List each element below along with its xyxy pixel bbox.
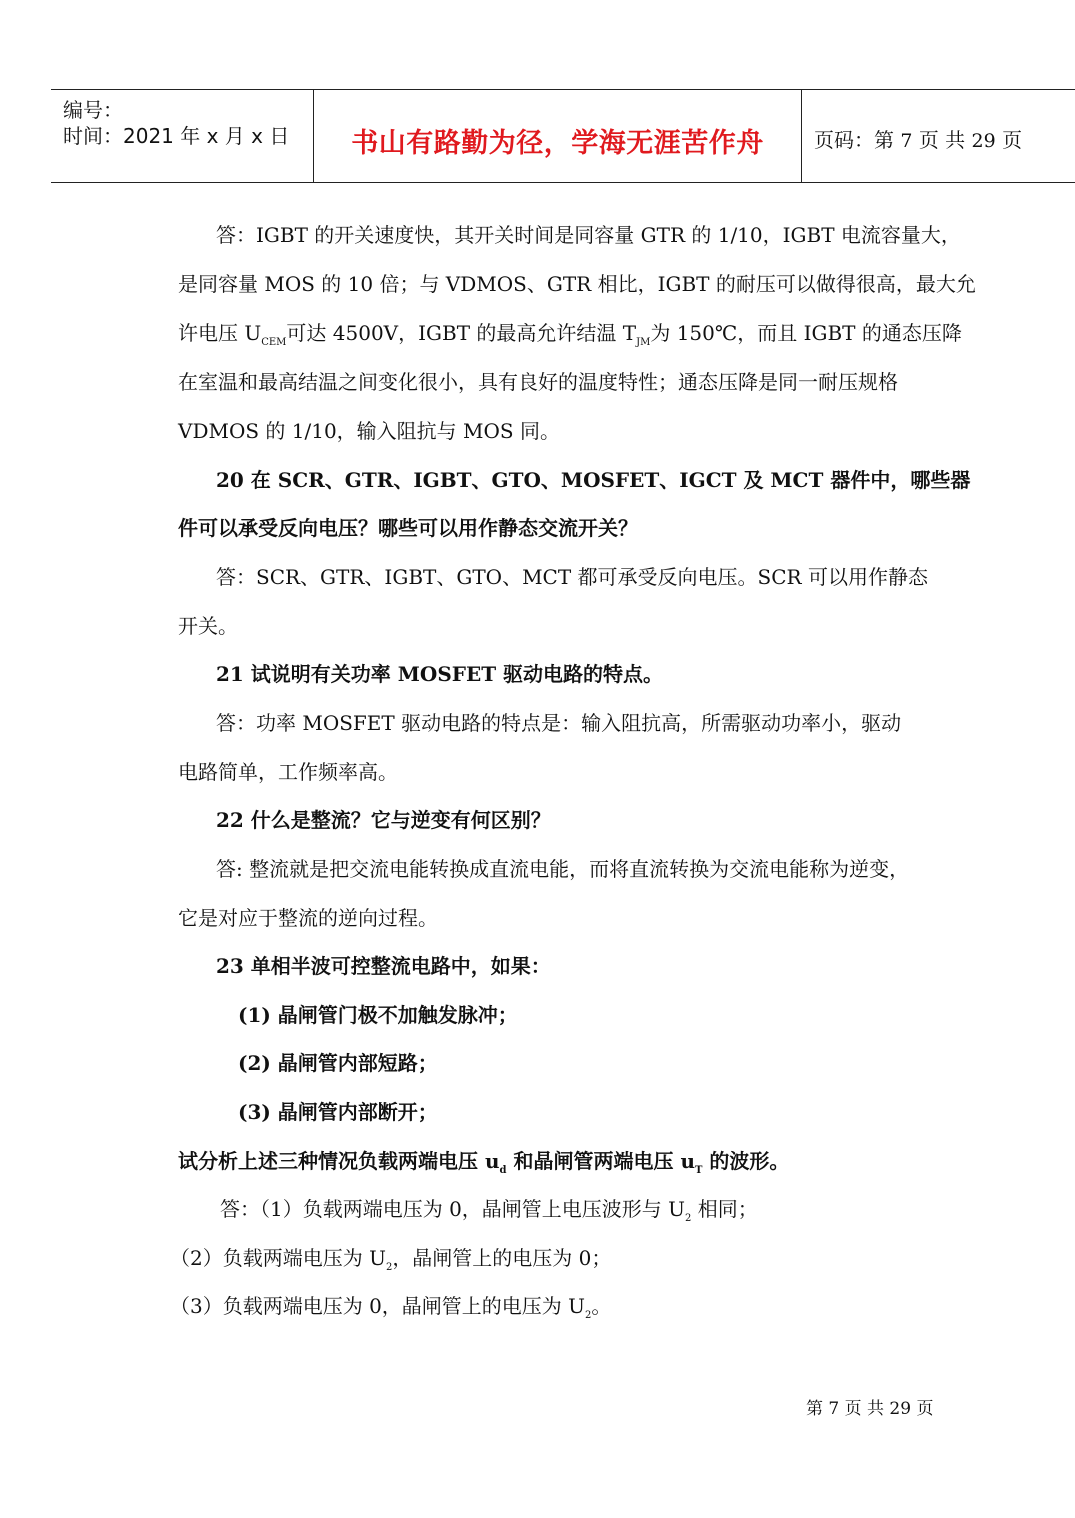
answer-23-line-2: （2）负载两端电压为 $U_2$，晶闸管上的电压为 0； (170, 1246, 612, 1273)
page-current: 7 (900, 130, 913, 152)
footer-page-number: 第 7 页 共 29 页 (806, 1399, 934, 1419)
header-motto-cell (314, 90, 802, 182)
page-suffix: 页 (1002, 128, 1023, 152)
page-mid: 页 共 (918, 128, 966, 152)
answer-19-line-2: 是同容量 MOS 的 10 倍；与 VDMOS、GTR 相比，IGBT 的耐压可以做得很高，最大允 (178, 272, 976, 296)
page-total: 29 (971, 130, 996, 152)
question-23-item-2: (2) 晶闸管内部短路； (238, 1051, 438, 1075)
header-table (51, 89, 1075, 183)
answer-20-line-1: 答：SCR、GTR、IGBT、GTO、MCT 都可承受反向电压。SCR 可以用作静态 (216, 565, 928, 589)
question-21: 21 试说明有关功率 MOSFET 驱动电路的特点。 (216, 662, 664, 686)
document-time-label: 时间：2021 年 x 月 x 日 (63, 124, 290, 148)
header-page-cell (802, 90, 1075, 182)
answer-19-line-4: 在室温和最高结温之间变化很小，具有良好的温度特性；通态压降是同一耐压规格 (178, 370, 898, 394)
question-23: 23 单相半波可控整流电路中，如果： (216, 954, 551, 978)
answer-21-line-1: 答：功率 MOSFET 驱动电路的特点是：输入阻抗高，所需驱动功率小，驱动 (216, 711, 902, 735)
question-23-task: 试分析上述三种情况负载两端电压 $u_d$ 和晶闸管两端电压 $u_T$ 的波形。 (178, 1149, 790, 1176)
answer-22-line-2: 它是对应于整流的逆向过程。 (178, 906, 438, 930)
answer-19-line-3: 许电压 $U_{CEM}$可达 4500V，IGBT 的最高允许结温 $T_{JM}$为 150℃，而且 IGBT 的通态压降 (178, 321, 962, 348)
answer-22-line-1: 答: 整流就是把交流电能转换成直流电能，而将直流转换为交流电能称为逆变， (216, 857, 910, 881)
question-23-item-3: (3) 晶闸管内部断开； (238, 1100, 438, 1124)
answer-23-line-1: 答：（1）负载两端电压为 0，晶闸管上电压波形与 $U_2$ 相同； (220, 1197, 758, 1224)
answer-19-line-5: VDMOS 的 1/10，输入阻抗与 MOS 同。 (178, 419, 560, 443)
answer-23-line-3: （3）负载两端电压为 0，晶闸管上的电压为 $U_2$。 (170, 1294, 612, 1321)
answer-20-line-2: 开关。 (178, 614, 238, 638)
question-20-line-1: 20 在 SCR、GTR、IGBT、GTO、MOSFET、IGCT 及 MCT 器件中，哪些器 (216, 468, 971, 492)
question-22: 22 什么是整流？它与逆变有何区别？ (216, 808, 551, 832)
header-motto: 书山有路勤为径，学海无涯苦作舟 (351, 128, 764, 159)
header-info-cell (51, 90, 314, 182)
question-23-item-1: (1) 晶闸管门极不加触发脉冲； (238, 1003, 518, 1027)
page-prefix: 页码：第 (814, 128, 894, 152)
question-20-line-2: 件可以承受反向电压？哪些可以用作静态交流开关？ (178, 516, 638, 540)
answer-21-line-2: 电路简单，工作频率高。 (178, 760, 398, 784)
answer-19-line-1: 答：IGBT 的开关速度快，其开关时间是同容量 GTR 的 1/10，IGBT 电流容量大， (216, 223, 961, 247)
document-code-label: 编号： (63, 98, 123, 122)
header-page-number (814, 124, 1022, 153)
